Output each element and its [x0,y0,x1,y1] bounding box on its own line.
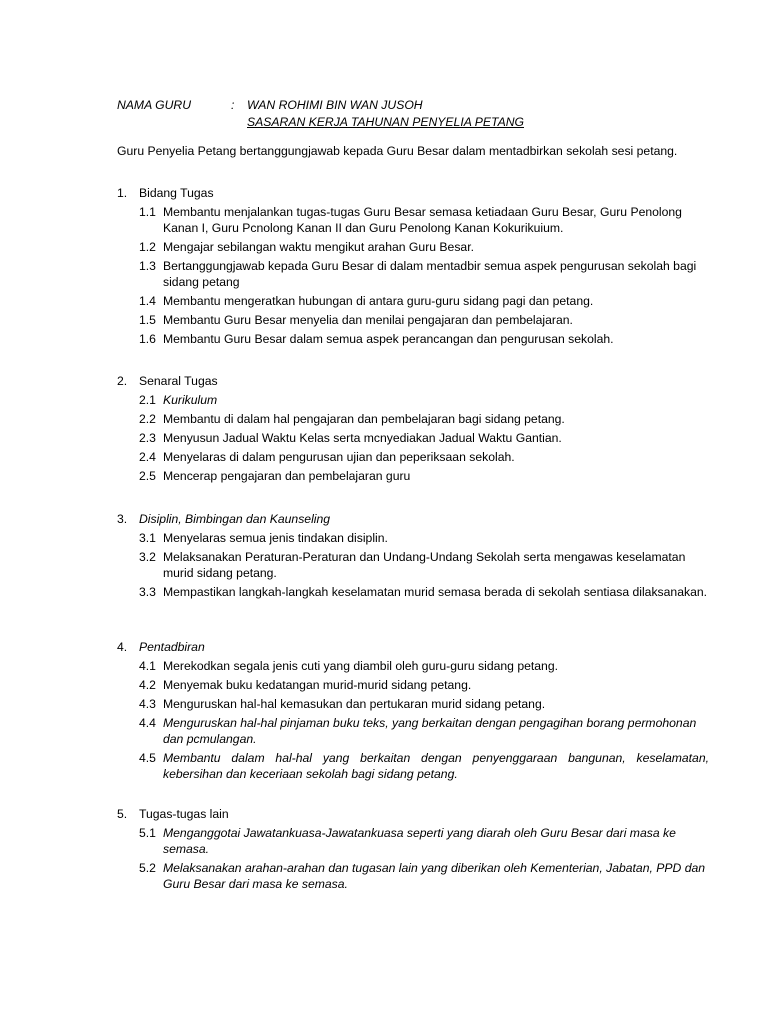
item-text: Menguruskan hal-hal kemasukan dan pertukaran murid sidang petang. [163,697,546,711]
item-text: Mengajar sebilangan waktu mengikut arahan Guru Besar. [163,240,474,254]
list-item [117,468,709,484]
section-number: 2. [117,374,128,388]
list-item [117,677,709,693]
section-items [117,392,709,484]
item-text: Mencerap pengajaran dan pembelajaran guru [163,469,411,483]
intro-paragraph: Guru Penyelia Petang bertanggungjawab kepada Guru Besar dalam mentadbirkan sekolah sesi petang. [117,144,678,158]
section-5 [117,806,709,895]
list-item [117,430,709,446]
list-item [117,449,709,465]
list-item [117,411,709,427]
list-item [117,658,709,674]
item-number: 4.3 [139,697,156,711]
list-item [117,239,709,255]
item-text: Membantu mengeratkan hubungan di antara guru-guru sidang pagi dan petang. [163,294,594,308]
section-title [117,185,709,202]
list-item [117,204,709,236]
item-number: 1.2 [139,240,156,254]
section-2 [117,373,709,487]
item-number: 2.1 [139,393,156,407]
item-number: 3.3 [139,585,156,599]
list-item [117,825,709,857]
section-4 [117,639,709,785]
list-item [117,860,709,892]
section-number: 1. [117,186,128,200]
item-number: 5.1 [139,826,156,840]
section-title [117,373,709,390]
list-item [117,258,709,290]
section-1 [117,185,709,350]
item-number: 1.1 [139,205,156,219]
list-item [117,549,709,581]
item-number: 1.6 [139,332,156,346]
list-item [117,293,709,309]
item-number: 4.2 [139,678,156,692]
item-text: Merekodkan segala jenis cuti yang diambil oleh guru-guru sidang petang. [163,659,558,673]
section-3 [117,511,709,603]
section-title [117,806,709,823]
document-header [117,97,524,131]
item-text: Membantu Guru Besar menyelia dan menilai pengajaran dan pembelajaran. [163,313,573,327]
header-colon: : [231,98,235,112]
item-number: 2.2 [139,412,156,426]
item-number: 4.1 [139,659,156,673]
item-text: Bertanggungjawab kepada Guru Besar di dalam mentadbir semua aspek pengurusan sekolah bagi sidang petang [163,259,697,289]
item-number: 2.3 [139,431,156,445]
item-number: 3.2 [139,550,156,564]
list-item [117,530,709,546]
section-heading: Pentadbiran [139,640,205,654]
item-number: 1.3 [139,259,156,273]
item-text: Melaksanakan Peraturan-Peraturan dan Undang-Undang Sekolah serta mengawas keselamatan murid sidang petang. [163,550,686,580]
item-number: 2.4 [139,450,156,464]
item-text: Membantu menjalankan tugas-tugas Guru Besar semasa ketiadaan Guru Besar, Guru Penolong Kanan I, Guru Pcnolong Kanan II dan Guru Penolong Kanan Kokurikuium. [163,205,682,235]
section-heading: Bidang Tugas [139,186,214,200]
list-item [117,584,709,600]
item-text: Menyelaras semua jenis tindakan disiplin. [163,531,388,545]
item-number: 1.4 [139,294,156,308]
item-text: Membantu dalam hal-hal yang berkaitan dengan penyenggaraan bangunan, keselamatan, kebersihan dan keceriaan sekolah bagi sidang petang. [163,751,709,781]
item-number: 1.5 [139,313,156,327]
teacher-name-value: WAN ROHIMI BIN WAN JUSOH [247,98,423,112]
section-items [117,530,709,600]
document-subtitle: SASARAN KERJA TAHUNAN PENYELIA PETANG [247,115,524,129]
item-text: Kurikulum [163,393,218,407]
teacher-name-row [117,97,524,114]
section-heading: Tugas-tugas lain [139,807,229,821]
section-items [117,825,709,892]
list-item [117,312,709,328]
item-text: Menyusun Jadual Waktu Kelas serta mcnyediakan Jadual Waktu Gantian. [163,431,562,445]
item-text: Menganggotai Jawatankuasa-Jawatankuasa seperti yang diarah oleh Guru Besar dari masa ke semasa. [163,826,676,856]
section-number: 3. [117,512,128,526]
list-item [117,750,709,782]
item-number: 4.5 [139,751,156,765]
item-number: 5.2 [139,861,156,875]
item-text: Menguruskan hal-hal pinjaman buku teks, yang berkaitan dengan pengagihan borang permohonan dan pcmulangan. [163,716,697,746]
item-number: 4.4 [139,716,156,730]
item-text: Mempastikan langkah-langkah keselamatan murid semasa berada di sekolah sentiasa dilaksanakan. [163,585,708,599]
section-heading: Senaral Tugas [139,374,218,388]
item-text: Melaksanakan arahan-arahan dan tugasan lain yang diberikan oleh Kementerian, Jabatan, PPD dan Guru Besar dari masa ke semasa. [163,861,706,891]
section-title [117,639,709,656]
section-number: 5. [117,807,128,821]
teacher-name-label: NAMA GURU [117,98,192,112]
item-text: Membantu Guru Besar dalam semua aspek perancangan dan pengurusan sekolah. [163,332,614,346]
section-items [117,204,709,347]
section-items [117,658,709,782]
section-number: 4. [117,640,128,654]
item-text: Menyemak buku kedatangan murid-murid sidang petang. [163,678,472,692]
item-number: 3.1 [139,531,156,545]
list-item [117,715,709,747]
item-text: Menyelaras di dalam pengurusan ujian dan peperiksaan sekolah. [163,450,515,464]
section-heading: Disiplin, Bimbingan dan Kaunseling [139,512,331,526]
list-item [117,696,709,712]
section-title [117,511,709,528]
list-item [117,392,709,408]
list-item [117,331,709,347]
item-number: 2.5 [139,469,156,483]
item-text: Membantu di dalam hal pengajaran dan pembelajaran bagi sidang petang. [163,412,565,426]
